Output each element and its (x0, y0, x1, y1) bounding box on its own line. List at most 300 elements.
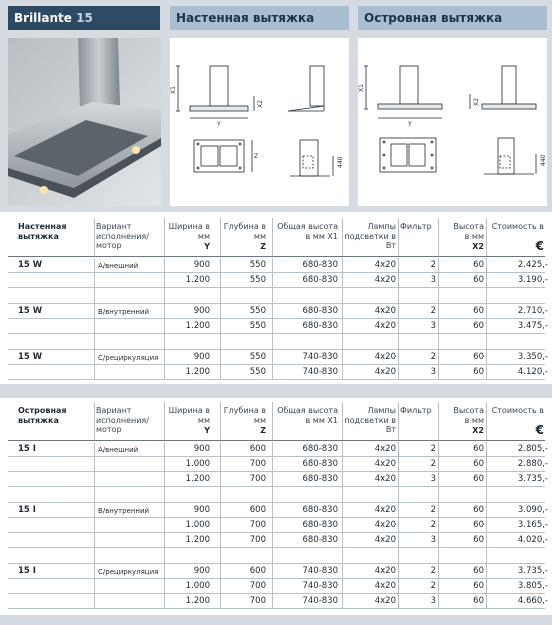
column-divider (486, 594, 487, 609)
column-divider (272, 273, 273, 288)
cell-lamps: 4x20 (374, 367, 396, 377)
column-divider (220, 564, 221, 579)
column-divider (94, 472, 95, 487)
cell-price: 2.425,- (517, 260, 548, 270)
column-divider (398, 288, 399, 304)
column-divider (164, 457, 165, 472)
column-divider (164, 472, 165, 487)
cell-lamps: 4x20 (374, 275, 396, 285)
col-height2-symbol: X2 (472, 242, 484, 251)
column-divider (398, 564, 399, 579)
cell-depth: 700 (249, 459, 266, 469)
column-divider (220, 288, 221, 304)
x2-label-island: X2 (473, 98, 480, 106)
column-divider (438, 533, 439, 548)
column-divider (342, 518, 343, 533)
col-variant-header: Вариант исполнения/ мотор (96, 222, 149, 250)
cell-lamps: 4x20 (374, 566, 396, 576)
cell-height: 680-830 (302, 474, 338, 484)
x1-label-island: X1 (358, 84, 365, 92)
row-divider (8, 547, 545, 548)
col-height-header: Общая высота в мм X1 (277, 406, 338, 425)
column-divider (438, 442, 439, 457)
cell-depth: 550 (249, 352, 266, 362)
cell-height: 680-830 (302, 275, 338, 285)
group-divider (8, 563, 545, 564)
cell-x2: 60 (473, 505, 484, 515)
cell-filter: 2 (430, 352, 436, 362)
group-divider (8, 349, 545, 350)
col-filter-header: Фильтр (400, 222, 432, 231)
cell-width: 1.200 (185, 474, 210, 484)
col-depth-header: Глубина в мм (223, 406, 266, 425)
column-divider (398, 487, 399, 503)
column-divider (272, 472, 273, 487)
column-divider (94, 579, 95, 594)
cell-width: 900 (193, 505, 210, 515)
column-divider (438, 350, 439, 365)
cell-x2: 60 (473, 566, 484, 576)
column-divider (342, 402, 343, 440)
row-divider (8, 486, 545, 487)
column-divider (486, 350, 487, 365)
cell-width: 1.200 (185, 535, 210, 545)
column-divider (342, 472, 343, 487)
cell-lamps: 4x20 (374, 581, 396, 591)
euro-symbol: € (535, 240, 544, 252)
model-code: 15 I (18, 566, 36, 576)
col-filter-header: Фильтр (400, 406, 432, 415)
column-divider (220, 402, 221, 440)
y-label-island: Y (408, 121, 412, 128)
variant-label: А/внешний (98, 262, 139, 270)
column-divider (94, 319, 95, 334)
column-divider (164, 273, 165, 288)
column-divider (438, 334, 439, 350)
column-divider (342, 304, 343, 319)
product-photo (8, 38, 161, 206)
column-divider (438, 472, 439, 487)
cell-width: 1.000 (185, 520, 210, 530)
column-divider (94, 402, 95, 440)
column-divider (342, 533, 343, 548)
column-divider (94, 288, 95, 304)
column-divider (164, 564, 165, 579)
cell-height: 740-830 (302, 352, 338, 362)
column-divider (342, 503, 343, 518)
column-divider (486, 218, 487, 256)
cell-filter: 2 (430, 444, 436, 454)
column-divider (220, 350, 221, 365)
header-separator (8, 440, 545, 441)
cell-x2: 60 (473, 535, 484, 545)
column-divider (342, 365, 343, 380)
column-divider (220, 518, 221, 533)
column-divider (94, 442, 95, 457)
cell-width: 1.000 (185, 459, 210, 469)
cell-lamps: 4x20 (374, 260, 396, 270)
cell-width: 1.200 (185, 367, 210, 377)
dim-440-island: 440 (540, 154, 547, 166)
column-divider (164, 218, 165, 256)
col-cost-header: Стоимость в (491, 406, 544, 415)
column-divider (398, 548, 399, 564)
column-divider (272, 442, 273, 457)
cell-x2: 60 (473, 275, 484, 285)
cell-price: 3.165,- (517, 520, 548, 530)
cell-lamps: 4x20 (374, 444, 396, 454)
cell-price: 4.020,- (517, 535, 548, 545)
cell-price: 2.710,- (517, 306, 548, 316)
column-divider (94, 487, 95, 503)
column-divider (272, 594, 273, 609)
column-divider (272, 350, 273, 365)
column-divider (272, 258, 273, 273)
column-divider (220, 273, 221, 288)
cell-price: 3.350,- (517, 352, 548, 362)
model-number: 15 (76, 11, 93, 25)
row-divider (8, 318, 545, 319)
column-divider (164, 533, 165, 548)
cell-filter: 2 (430, 566, 436, 576)
row-divider (8, 608, 545, 609)
cell-depth: 600 (249, 444, 266, 454)
col-height2-symbol: X2 (472, 426, 484, 435)
cell-height: 680-830 (302, 459, 338, 469)
column-divider (486, 365, 487, 380)
wall-section-header: Настенная вытяжка (170, 6, 349, 30)
column-divider (486, 304, 487, 319)
column-divider (272, 334, 273, 350)
column-divider (220, 258, 221, 273)
cell-filter: 3 (430, 596, 436, 606)
column-divider (398, 533, 399, 548)
column-divider (94, 533, 95, 548)
column-divider (342, 548, 343, 564)
column-divider (164, 304, 165, 319)
dim-440-wall: 440 (337, 156, 344, 168)
col-depth-symbol: Z (260, 242, 266, 251)
column-divider (164, 442, 165, 457)
column-divider (342, 579, 343, 594)
cell-height: 680-830 (302, 321, 338, 331)
cell-x2: 60 (473, 474, 484, 484)
column-divider (486, 564, 487, 579)
column-divider (272, 564, 273, 579)
cell-x2: 60 (473, 459, 484, 469)
col-cost-header: Стоимость в (491, 222, 544, 231)
brand-label: Brillante (14, 11, 72, 25)
cell-depth: 550 (249, 275, 266, 285)
cell-height: 680-830 (302, 306, 338, 316)
column-divider (398, 503, 399, 518)
column-divider (398, 334, 399, 350)
cell-price: 3.090,- (517, 505, 548, 515)
brand-header (8, 6, 160, 30)
column-divider (486, 457, 487, 472)
column-divider (438, 273, 439, 288)
model-code: 15 I (18, 505, 36, 515)
cell-width: 1.200 (185, 321, 210, 331)
column-divider (220, 304, 221, 319)
cell-price: 2.805,- (517, 444, 548, 454)
col-width-symbol: Y (204, 242, 210, 251)
cell-price: 3.805,- (517, 581, 548, 591)
column-divider (342, 350, 343, 365)
column-divider (220, 472, 221, 487)
column-divider (342, 334, 343, 350)
column-divider (342, 594, 343, 609)
column-divider (398, 218, 399, 256)
column-divider (438, 503, 439, 518)
cell-lamps: 4x20 (374, 352, 396, 362)
column-divider (438, 319, 439, 334)
col-height2-header: Высота в мм (453, 222, 484, 241)
column-divider (486, 518, 487, 533)
column-divider (220, 594, 221, 609)
column-divider (486, 258, 487, 273)
column-divider (398, 518, 399, 533)
column-divider (94, 258, 95, 273)
variant-label: В/внутренний (98, 507, 150, 515)
column-divider (220, 503, 221, 518)
cell-height: 680-830 (302, 505, 338, 515)
column-divider (164, 334, 165, 350)
cell-filter: 3 (430, 367, 436, 377)
column-divider (164, 579, 165, 594)
column-divider (398, 594, 399, 609)
row-divider (8, 593, 545, 594)
cell-x2: 60 (473, 444, 484, 454)
cell-lamps: 4x20 (374, 321, 396, 331)
cell-price: 3.735,- (517, 474, 548, 484)
cell-filter: 2 (430, 505, 436, 515)
model-code: 15 W (18, 306, 43, 316)
cell-depth: 700 (249, 535, 266, 545)
column-divider (438, 288, 439, 304)
cell-price: 3.190,- (517, 275, 548, 285)
column-divider (94, 518, 95, 533)
column-divider (164, 365, 165, 380)
column-divider (398, 402, 399, 440)
column-divider (94, 350, 95, 365)
cell-width: 1.200 (185, 275, 210, 285)
euro-symbol: € (535, 424, 544, 436)
column-divider (398, 319, 399, 334)
col-height-header: Общая высота в мм X1 (277, 222, 338, 241)
cell-width: 900 (193, 444, 210, 454)
column-divider (220, 442, 221, 457)
column-divider (220, 548, 221, 564)
column-divider (164, 402, 165, 440)
x1-label: X1 (170, 86, 177, 94)
footer-band (0, 615, 552, 625)
column-divider (164, 258, 165, 273)
column-divider (164, 288, 165, 304)
island-section-header: Островная вытяжка (358, 6, 547, 30)
cell-width: 1.000 (185, 581, 210, 591)
column-divider (164, 518, 165, 533)
cell-x2: 60 (473, 520, 484, 530)
col-variant-header: Вариант исполнения/ мотор (96, 406, 149, 434)
cell-filter: 3 (430, 474, 436, 484)
cell-height: 680-830 (302, 520, 338, 530)
cell-filter: 2 (430, 260, 436, 270)
variant-label: А/внешний (98, 446, 139, 454)
cell-lamps: 4x20 (374, 505, 396, 515)
cell-price: 4.660,- (517, 596, 548, 606)
cell-depth: 550 (249, 306, 266, 316)
column-divider (220, 365, 221, 380)
row-divider (8, 379, 545, 380)
model-code: 15 I (18, 444, 36, 454)
column-divider (398, 304, 399, 319)
col-width-symbol: Y (204, 426, 210, 435)
column-divider (220, 319, 221, 334)
cell-depth: 700 (249, 596, 266, 606)
column-divider (438, 518, 439, 533)
cell-x2: 60 (473, 352, 484, 362)
cell-depth: 700 (249, 581, 266, 591)
table-separator-band (0, 384, 552, 398)
cell-width: 1.200 (185, 596, 210, 606)
cell-height: 680-830 (302, 260, 338, 270)
cell-filter: 2 (430, 459, 436, 469)
column-divider (438, 365, 439, 380)
cell-depth: 550 (249, 260, 266, 270)
column-divider (272, 518, 273, 533)
cell-width: 900 (193, 260, 210, 270)
cell-height: 740-830 (302, 581, 338, 591)
group-divider (8, 502, 545, 503)
column-divider (486, 334, 487, 350)
cell-filter: 3 (430, 275, 436, 285)
column-divider (342, 319, 343, 334)
column-divider (342, 457, 343, 472)
column-divider (342, 487, 343, 503)
column-divider (220, 218, 221, 256)
column-divider (272, 304, 273, 319)
column-divider (272, 288, 273, 304)
wall-hood-drawing (170, 38, 349, 206)
column-divider (486, 288, 487, 304)
cell-filter: 2 (430, 520, 436, 530)
column-divider (164, 594, 165, 609)
column-divider (94, 457, 95, 472)
column-divider (438, 218, 439, 256)
model-code: 15 W (18, 352, 43, 362)
variant-label: В/внутренний (98, 308, 150, 316)
column-divider (272, 365, 273, 380)
cell-x2: 60 (473, 596, 484, 606)
cell-height: 740-830 (302, 566, 338, 576)
row-divider (8, 517, 545, 518)
cell-x2: 60 (473, 367, 484, 377)
col-width-header: Ширина в мм (168, 406, 210, 425)
cell-x2: 60 (473, 306, 484, 316)
x2-label: X2 (257, 100, 264, 108)
column-divider (438, 579, 439, 594)
column-divider (398, 258, 399, 273)
row-divider (8, 364, 545, 365)
column-divider (220, 334, 221, 350)
column-divider (272, 402, 273, 440)
cell-x2: 60 (473, 321, 484, 331)
column-divider (486, 533, 487, 548)
cell-filter: 3 (430, 321, 436, 331)
cell-width: 900 (193, 352, 210, 362)
column-divider (164, 487, 165, 503)
cell-lamps: 4x20 (374, 474, 396, 484)
model-code: 15 W (18, 260, 43, 270)
header-separator (8, 256, 545, 257)
row-divider (8, 578, 545, 579)
variant-label: С/рециркуляция (98, 354, 159, 362)
column-divider (94, 548, 95, 564)
variant-label: С/рециркуляция (98, 568, 159, 576)
column-divider (342, 564, 343, 579)
column-divider (398, 579, 399, 594)
column-divider (398, 442, 399, 457)
cell-height: 740-830 (302, 367, 338, 377)
cell-lamps: 4x20 (374, 306, 396, 316)
cell-height: 680-830 (302, 535, 338, 545)
island-title: Островная вытяжка (18, 406, 67, 425)
wall-title: Настенная вытяжка (18, 222, 67, 241)
column-divider (438, 457, 439, 472)
cell-width: 900 (193, 306, 210, 316)
column-divider (220, 579, 221, 594)
column-divider (438, 402, 439, 440)
cell-filter: 3 (430, 535, 436, 545)
col-depth-header: Глубина в мм (223, 222, 266, 241)
column-divider (94, 564, 95, 579)
row-divider (8, 456, 545, 457)
column-divider (272, 487, 273, 503)
z-label: Z (254, 153, 259, 160)
column-divider (272, 503, 273, 518)
column-divider (486, 273, 487, 288)
column-divider (272, 533, 273, 548)
column-divider (486, 402, 487, 440)
col-width-header: Ширина в мм (168, 222, 210, 241)
cell-price: 3.735,- (517, 566, 548, 576)
group-divider (8, 303, 545, 304)
column-divider (438, 594, 439, 609)
column-divider (94, 304, 95, 319)
column-divider (164, 350, 165, 365)
column-divider (486, 442, 487, 457)
row-divider (8, 272, 545, 273)
column-divider (220, 457, 221, 472)
y-label: Y (217, 121, 221, 128)
column-divider (94, 334, 95, 350)
cell-lamps: 4x20 (374, 596, 396, 606)
column-divider (342, 218, 343, 256)
column-divider (438, 487, 439, 503)
row-divider (8, 471, 545, 472)
column-divider (486, 319, 487, 334)
column-divider (486, 472, 487, 487)
column-divider (272, 319, 273, 334)
column-divider (342, 273, 343, 288)
column-divider (164, 548, 165, 564)
column-divider (398, 457, 399, 472)
column-divider (486, 487, 487, 503)
column-divider (342, 258, 343, 273)
column-divider (94, 503, 95, 518)
cell-filter: 2 (430, 306, 436, 316)
